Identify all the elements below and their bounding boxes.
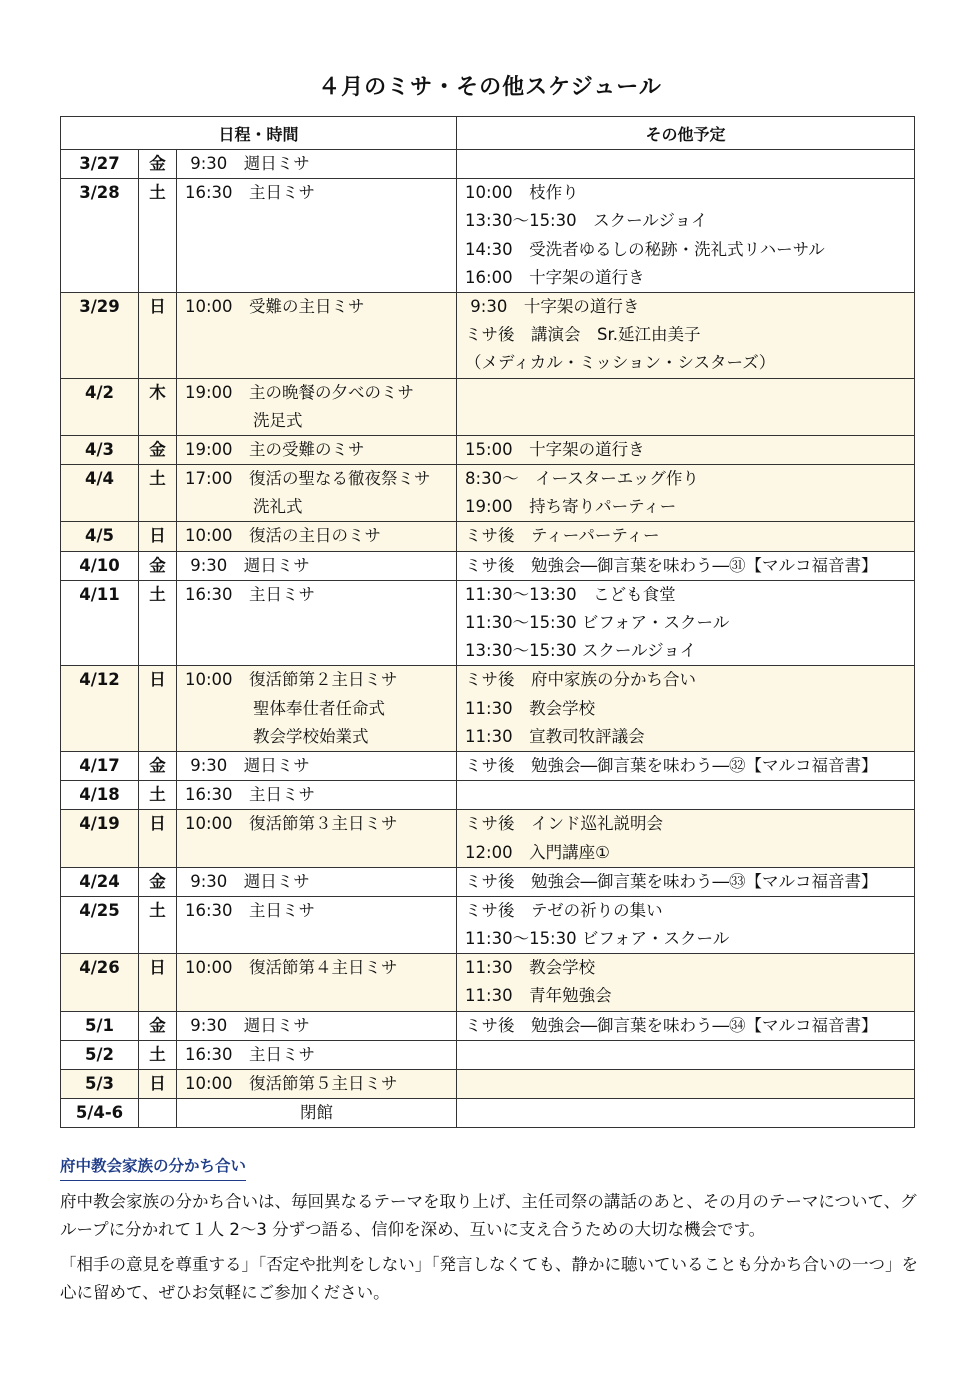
cell-line: 4/10 xyxy=(79,555,120,575)
mass-cell xyxy=(177,378,457,435)
cell-line: 13:30～15:30 スクールジョイ xyxy=(465,641,697,661)
cell-line xyxy=(177,609,456,637)
weekday-cell xyxy=(139,292,177,378)
cell-line: ミサ後 勉強会―御言葉を味わう―㉜【マルコ福音書】 xyxy=(465,755,878,775)
date-cell xyxy=(61,1040,139,1069)
cell-line: 10:00 復活節第４主日ミサ xyxy=(185,958,398,978)
cell-line xyxy=(177,839,456,867)
section-paragraph: 府中教会家族の分かち合いは、毎回異なるテーマを取り上げ、主任司祭の講話のあと、その月のテーマについて、グループに分かれて１人 2～3 分ずつ語る、信仰を深め、互いに支え合うための大切な機会です。 xyxy=(60,1192,917,1239)
cell-line: 4/26 xyxy=(79,958,120,978)
section-paragraph: 「相手の意見を尊重する」「否定や批判をしない」「発言しなくても、静かに聴いていることも分かち合いの一つ」を心に留めて、ぜひお気軽にご参加ください。 xyxy=(60,1255,918,1302)
cell-line: 金 xyxy=(149,755,166,775)
weekday-cell xyxy=(139,179,177,293)
cell-line: 洗礼式 xyxy=(253,497,303,517)
other-events-cell xyxy=(457,292,915,378)
cell-line: 金 xyxy=(149,1015,166,1035)
cell-line: 金 xyxy=(149,154,166,173)
cell-line: ミサ後 講演会 Sr.延江由美子 xyxy=(465,325,701,345)
cell-line: 10:00 枝作り xyxy=(465,183,579,203)
cell-line: 4/2 xyxy=(85,382,114,402)
cell-line: 9:30 週日ミサ xyxy=(185,871,310,891)
cell-line xyxy=(139,1099,176,1127)
other-events-cell xyxy=(457,896,915,953)
weekday-cell xyxy=(139,551,177,580)
date-cell xyxy=(61,896,139,953)
cell-line: 4/3 xyxy=(85,439,114,459)
weekday-cell xyxy=(139,150,177,179)
cell-line: ミサ後 勉強会―御言葉を味わう―㉛【マルコ福音書】 xyxy=(465,555,878,575)
cell-line: 11:30 宣教司牧評議会 xyxy=(465,726,645,746)
cell-line xyxy=(177,349,456,377)
cell-line: 9:30 十字架の道行き xyxy=(465,296,640,316)
weekday-cell xyxy=(139,954,177,1011)
cell-line xyxy=(177,925,456,953)
mass-cell xyxy=(177,465,457,522)
cell-line: 13:30～15:30 スクールジョイ xyxy=(465,211,708,231)
table-row xyxy=(61,1040,915,1069)
cell-line: 14:30 受洗者ゆるしの秘跡・洗礼式リハーサル xyxy=(465,239,825,259)
weekday-cell xyxy=(139,896,177,953)
mass-cell xyxy=(177,781,457,810)
cell-line: 11:30 教会学校 xyxy=(465,958,596,978)
cell-line xyxy=(177,321,456,349)
date-cell xyxy=(61,1070,139,1099)
cell-line xyxy=(457,150,914,178)
mass-cell xyxy=(177,150,457,179)
weekday-cell xyxy=(139,781,177,810)
cell-line: 4/5 xyxy=(85,526,114,546)
cell-line: 19:00 持ち寄りパーティー xyxy=(465,497,677,517)
mass-cell xyxy=(177,954,457,1011)
mass-cell xyxy=(177,179,457,293)
mass-cell xyxy=(177,666,457,752)
cell-line xyxy=(177,264,456,292)
cell-line: ミサ後 府中家族の分かち合い xyxy=(465,670,697,690)
date-cell xyxy=(61,751,139,780)
cell-line: 4/24 xyxy=(79,871,120,891)
cell-line: 木 xyxy=(149,382,166,402)
cell-line: 5/4-6 xyxy=(75,1103,124,1123)
other-events-cell xyxy=(457,781,915,810)
weekday-cell xyxy=(139,522,177,551)
date-cell xyxy=(61,179,139,293)
cell-line: 10:00 復活節第３主日ミサ xyxy=(185,814,398,834)
cell-line: 9:30 週日ミサ xyxy=(185,1015,310,1035)
other-events-cell xyxy=(457,378,915,435)
header-schedule: 日程・時間 xyxy=(61,117,457,150)
other-events-cell xyxy=(457,666,915,752)
table-header-row xyxy=(61,117,915,150)
other-events-cell xyxy=(457,179,915,293)
cell-line xyxy=(177,207,456,235)
cell-line: 16:30 主日ミサ xyxy=(185,1044,316,1064)
weekday-cell xyxy=(139,1011,177,1040)
cell-line: 4/17 xyxy=(79,755,120,775)
other-events-cell xyxy=(457,867,915,896)
table-row xyxy=(61,522,915,551)
table-row xyxy=(61,954,915,1011)
mass-cell xyxy=(177,580,457,666)
cell-line: 土 xyxy=(149,1044,166,1064)
date-cell xyxy=(61,551,139,580)
cell-line xyxy=(177,637,456,665)
cell-line: 15:00 十字架の道行き xyxy=(465,439,645,459)
header-other: その他予定 xyxy=(457,117,915,150)
table-row xyxy=(61,435,915,464)
table-row xyxy=(61,179,915,293)
date-cell xyxy=(61,810,139,867)
cell-line: 16:00 十字架の道行き xyxy=(465,267,645,287)
cell-line: 3/29 xyxy=(79,296,120,316)
mass-cell xyxy=(177,810,457,867)
cell-line: 3/28 xyxy=(79,183,120,203)
table-row xyxy=(61,810,915,867)
cell-line: 4/19 xyxy=(79,814,120,834)
cell-line: 11:30 青年勉強会 xyxy=(465,986,612,1006)
cell-line: 9:30 週日ミサ xyxy=(185,755,310,775)
cell-line: 3/27 xyxy=(79,154,120,173)
page-title: ４月のミサ・その他スケジュール xyxy=(318,75,662,100)
date-cell xyxy=(61,1011,139,1040)
cell-line: 土 xyxy=(149,785,166,805)
mass-cell xyxy=(177,1011,457,1040)
cell-line: ミサ後 勉強会―御言葉を味わう―㉝【マルコ福音書】 xyxy=(465,871,878,891)
other-events-cell xyxy=(457,580,915,666)
cell-line: 17:00 復活の聖なる徹夜祭ミサ xyxy=(185,469,431,489)
cell-line: 10:00 復活節第５主日ミサ xyxy=(185,1074,398,1093)
other-events-cell xyxy=(457,954,915,1011)
cell-line: 19:00 主の晩餐の夕べのミサ xyxy=(185,382,415,402)
cell-line: 10:00 受難の主日ミサ xyxy=(185,296,365,316)
other-events-cell xyxy=(457,435,915,464)
table-row xyxy=(61,292,915,378)
cell-line: 10:00 復活の主日のミサ xyxy=(185,526,382,546)
cell-line: 11:30～15:30 ビフォア・スクール xyxy=(465,613,730,632)
table-row xyxy=(61,867,915,896)
weekday-cell xyxy=(139,580,177,666)
mass-cell xyxy=(177,1070,457,1099)
table-row xyxy=(61,1070,915,1099)
cell-line: ミサ後 勉強会―御言葉を味わう―㉞【マルコ福音書】 xyxy=(465,1015,878,1035)
cell-line: 16:30 主日ミサ xyxy=(185,785,316,805)
other-events-cell xyxy=(457,1011,915,1040)
cell-line: 9:30 週日ミサ xyxy=(185,154,310,173)
date-cell xyxy=(61,292,139,378)
cell-line: 9:30 週日ミサ xyxy=(185,555,310,575)
cell-line: 日 xyxy=(149,958,166,978)
date-cell xyxy=(61,867,139,896)
date-cell xyxy=(61,1099,139,1128)
date-cell xyxy=(61,435,139,464)
cell-line xyxy=(177,236,456,264)
cell-line: 11:30～13:30 こども食堂 xyxy=(465,584,676,604)
cell-line: ミサ後 ティーパーティー xyxy=(465,526,660,546)
cell-line: ミサ後 インド巡礼説明会 xyxy=(465,814,664,834)
cell-line: 4/4 xyxy=(85,469,114,489)
cell-line: 4/25 xyxy=(79,900,120,920)
cell-line: 4/11 xyxy=(79,584,120,604)
table-row xyxy=(61,465,915,522)
cell-line: 16:30 主日ミサ xyxy=(185,584,316,604)
cell-line: 土 xyxy=(149,900,166,920)
mass-cell xyxy=(177,551,457,580)
cell-line: 金 xyxy=(149,871,166,891)
cell-line: ミサ後 テゼの祈りの集い xyxy=(465,900,663,920)
mass-cell xyxy=(177,292,457,378)
other-events-cell xyxy=(457,751,915,780)
date-cell xyxy=(61,522,139,551)
cell-line: 19:00 主の受難のミサ xyxy=(185,439,365,459)
weekday-cell xyxy=(139,435,177,464)
other-events-cell xyxy=(457,1070,915,1099)
cell-line: 10:00 復活節第２主日ミサ xyxy=(185,670,398,690)
mass-cell xyxy=(177,522,457,551)
other-events-cell xyxy=(457,465,915,522)
cell-line xyxy=(457,1070,914,1098)
cell-line: 日 xyxy=(149,296,166,316)
date-cell xyxy=(61,580,139,666)
cell-line: 土 xyxy=(149,183,166,203)
cell-line: 金 xyxy=(149,555,166,575)
other-events-cell xyxy=(457,150,915,179)
date-cell xyxy=(61,378,139,435)
cell-line: 日 xyxy=(149,1074,166,1093)
date-cell xyxy=(61,150,139,179)
mass-cell xyxy=(177,867,457,896)
cell-line: 8:30～ イースターエッグ作り xyxy=(465,469,699,489)
cell-line: 5/2 xyxy=(85,1044,114,1064)
table-row xyxy=(61,781,915,810)
cell-line: 11:30 教会学校 xyxy=(465,698,596,718)
other-events-cell xyxy=(457,810,915,867)
table-row xyxy=(61,378,915,435)
cell-line: 教会学校始業式 xyxy=(253,726,369,746)
cell-line: 洗足式 xyxy=(253,410,303,430)
weekday-cell xyxy=(139,751,177,780)
cell-line: 12:00 入門講座① xyxy=(465,842,610,862)
cell-line xyxy=(457,1041,914,1069)
cell-line: 5/3 xyxy=(85,1074,114,1093)
schedule-table xyxy=(60,116,915,1128)
cell-line: 16:30 主日ミサ xyxy=(185,900,316,920)
weekday-cell xyxy=(139,810,177,867)
table-row xyxy=(61,896,915,953)
other-events-cell xyxy=(457,1099,915,1128)
cell-line xyxy=(457,781,914,809)
date-cell xyxy=(61,954,139,1011)
table-row xyxy=(61,751,915,780)
cell-line xyxy=(457,1099,914,1127)
date-cell xyxy=(61,465,139,522)
cell-line: 日 xyxy=(149,526,166,546)
cell-line: 聖体奉仕者任命式 xyxy=(253,698,385,718)
cell-line: 日 xyxy=(149,814,166,834)
mass-cell xyxy=(177,751,457,780)
cell-line: 土 xyxy=(149,469,166,489)
date-cell xyxy=(61,781,139,810)
cell-line: 日 xyxy=(149,670,166,690)
cell-line: 閉館 xyxy=(300,1103,333,1123)
cell-line: 4/12 xyxy=(79,670,120,690)
weekday-cell xyxy=(139,867,177,896)
cell-line: 土 xyxy=(149,584,166,604)
cell-line: 金 xyxy=(149,439,166,459)
weekday-cell xyxy=(139,1070,177,1099)
table-row xyxy=(61,580,915,666)
table-row xyxy=(61,1099,915,1128)
weekday-cell xyxy=(139,1040,177,1069)
other-events-cell xyxy=(457,1040,915,1069)
cell-line: （メディカル・ミッション・シスターズ） xyxy=(465,353,776,373)
mass-cell xyxy=(177,1040,457,1069)
weekday-cell xyxy=(139,666,177,752)
table-row xyxy=(61,551,915,580)
mass-cell xyxy=(177,896,457,953)
weekday-cell xyxy=(139,378,177,435)
other-events-cell xyxy=(457,551,915,580)
mass-cell xyxy=(177,435,457,464)
cell-line xyxy=(457,379,914,407)
weekday-cell xyxy=(139,465,177,522)
cell-line: 11:30～15:30 ビフォア・スクール xyxy=(465,929,730,949)
table-row xyxy=(61,150,915,179)
cell-line xyxy=(177,982,456,1010)
section-title: 府中教会家族の分かち合い xyxy=(60,1154,246,1181)
schedule-body xyxy=(61,150,915,1128)
cell-line: 16:30 主日ミサ xyxy=(185,183,316,203)
cell-line: 4/18 xyxy=(79,785,120,805)
date-cell xyxy=(61,666,139,752)
cell-line: 5/1 xyxy=(85,1015,114,1035)
table-row xyxy=(61,666,915,752)
mass-cell xyxy=(177,1099,457,1128)
table-row xyxy=(61,1011,915,1040)
other-events-cell xyxy=(457,522,915,551)
weekday-cell xyxy=(139,1099,177,1128)
cell-line xyxy=(457,407,914,435)
